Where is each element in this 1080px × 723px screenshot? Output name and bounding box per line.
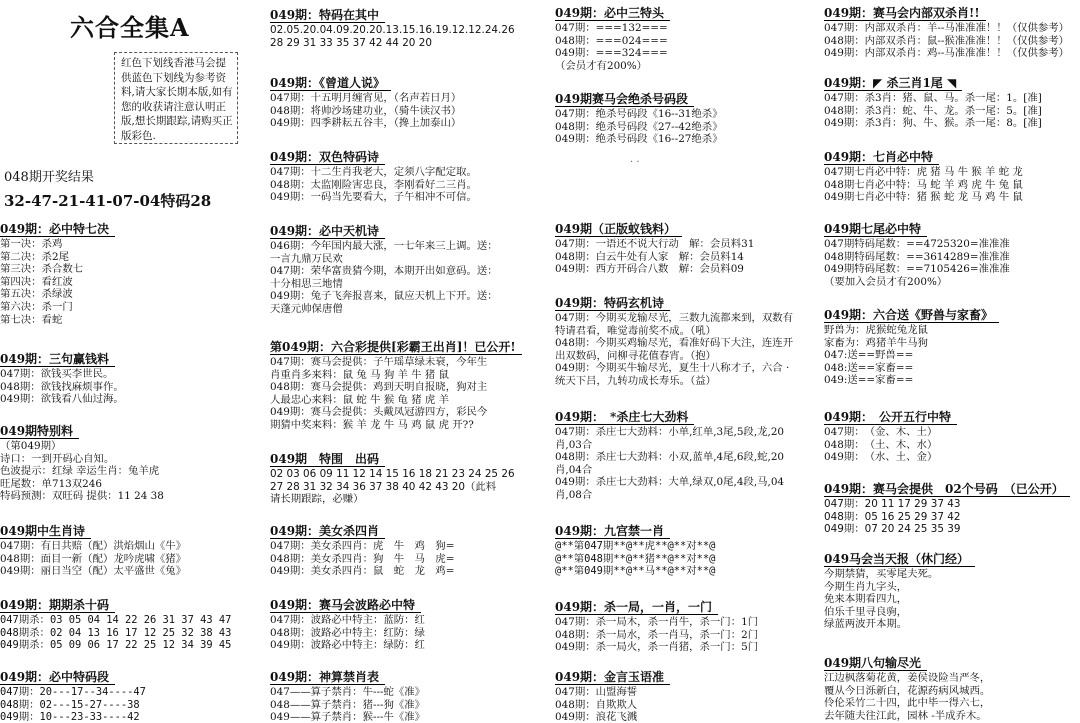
section-wuxing xyxy=(824,406,1080,464)
section-bolu xyxy=(270,594,552,652)
section-line: （第049期） xyxy=(0,440,62,452)
section-line: 048期： （土、木、水） xyxy=(824,438,938,451)
section-zhongte xyxy=(0,520,268,578)
section-line: 048期：面目一新（配）龙吟虎啸《猪》 xyxy=(0,552,187,565)
section-line: 048期：美女杀四肖：狗 牛 马 虎= xyxy=(270,552,455,565)
section-line: 048期：白云牛处有人家 解：会员料14 xyxy=(555,250,744,263)
section-title: 049期 特围 出码 xyxy=(270,452,385,467)
section-title: 049期：◤ 杀三肖1尾 ◥ xyxy=(824,76,962,91)
section-line: 049期：===324=== xyxy=(555,47,668,60)
section-jiaye xyxy=(824,304,1080,387)
section-line: 049期：欲钱看八仙过海。 xyxy=(0,393,124,406)
section-shensuan xyxy=(270,666,552,723)
section-title: 049期：赛马会内部双杀肖!! xyxy=(824,6,986,21)
section-line: 049期：四季耕耘五谷丰，（搀上加泰山） xyxy=(270,117,462,130)
section-title: 049期：六合送《野兽与家畜》 xyxy=(824,308,999,323)
section-title: 049期：双色特码诗 xyxy=(270,150,385,165)
section-title: 049期： *杀庄七大劲料 xyxy=(555,410,694,425)
section-title: 049期：必中特码段 xyxy=(0,670,115,685)
section-line: 今期禁猜，买零尾夫死。 xyxy=(824,568,939,580)
page-title: 六合全集A xyxy=(70,13,190,42)
section-line: 047期：杀一局木，杀一肖牛，杀一门：1门 xyxy=(555,616,759,628)
section-qida xyxy=(555,406,823,502)
section-line: 049期：赛马会提供：头戴凤冠游四方，彩民今 xyxy=(270,406,488,419)
section-shuangse xyxy=(270,146,552,204)
section-title: 049期：九宫禁一肖 xyxy=(555,524,670,539)
section-line: 049期：10---23-33----42 xyxy=(0,711,140,723)
section-line: 047期七肖必中特：虎 猪 马 牛 猴 羊 蛇 龙 xyxy=(824,166,1023,178)
section-line: 27 28 31 32 34 36 37 38 40 42 43 20（此料 xyxy=(270,480,497,493)
section-line: 048——算子禁肖：猪---狗《准》 xyxy=(270,698,426,711)
section-line: 出双数码，问柳寻花值春宵。（抱） xyxy=(555,349,717,362)
section-line: 048期：今期买鸡输尽光，看准好码下大注，连连开 xyxy=(555,337,794,350)
section-title: 049期：特码在其中 xyxy=(270,8,385,23)
section-line: 第二决：杀2尾 xyxy=(0,250,69,263)
section-line: 肖,08合 xyxy=(555,488,593,501)
section-line: （会员才有200%） xyxy=(555,59,648,72)
section-title: 049期：杀一局，一肖，一门 xyxy=(555,600,718,615)
section-title: 049期八句输尽光 xyxy=(824,656,927,671)
section-title: 049期特别料 xyxy=(0,424,79,439)
section-erma xyxy=(824,478,1080,536)
section-line: 统天下吕，九转功成长寿乐。（益） xyxy=(555,374,717,387)
section-line: 047:送==野兽== xyxy=(824,349,914,362)
section-line: 047期：山盟海誓 xyxy=(555,686,638,698)
section-line: 期猜中奖来料：猴 羊 龙 牛 马 鸡 鼠 虎 开?? xyxy=(270,418,474,431)
section-sanxiao xyxy=(824,72,1080,130)
section-title: 049期（正版蚁钱料） xyxy=(555,222,682,237)
section-line: 047期：波路必中特主：蓝防：红 xyxy=(270,614,425,626)
section-line: 048期：欲钱找麻烦事作。 xyxy=(0,380,124,393)
section-line: @**第048期**@**猪**@**对**@ xyxy=(555,552,716,565)
section-line: 047期：杀3肖：猪、鼠、马。杀一尾：1。[准] xyxy=(824,92,1042,104)
section-line: 048期杀：02 04 13 16 17 12 25 32 38 43 xyxy=(0,626,232,639)
section-tianbao xyxy=(824,548,1080,631)
section-line: 请长期跟踪，必赚） xyxy=(270,493,364,506)
section-line: 049期：一码当先要看大，子午相冲不可信。 xyxy=(270,191,477,204)
section-title: 049期：神算禁肖表 xyxy=(270,670,385,685)
section-line: 047期：十二生肖我老大，定须八字配定取。 xyxy=(270,166,477,178)
section-title: 049期：期期杀十码 xyxy=(0,598,115,613)
section-line: 048期特码尾数：==3614289=准准准 xyxy=(824,250,1010,263)
section-line: 047期：欲钱买李世民。 xyxy=(0,368,114,380)
section-line: 049期：杀一局火，杀一肖猪，杀一门：5门 xyxy=(555,641,759,654)
section-line: 048期：自欺欺人 xyxy=(555,698,638,711)
section-line: 047——算子禁肖：牛---蛇《准》 xyxy=(270,686,426,698)
section-bajushu xyxy=(824,652,1080,722)
section-line: 肖重肖多来料：鼠 兔 马 狗 羊 牛 猪 鼠 xyxy=(270,368,449,381)
section-title: 049期中生肖诗 xyxy=(0,524,91,539)
section-line: 江边枫落菊花黄，姜侯设险当严冬， xyxy=(824,672,991,684)
section-line: 伶伦采竹二十四，此中毕一得六七， xyxy=(824,697,991,710)
section-line: 048期：波路必中特主：红防：绿 xyxy=(270,626,425,639)
section-line: 伯乐千里寻良驹， xyxy=(824,605,908,618)
section-title: 049期：《曾道人说》 xyxy=(270,76,391,91)
section-caijing xyxy=(270,336,552,432)
section-line: 049——算子禁肖：猴---牛《准》 xyxy=(270,711,426,723)
section-line: 047期特码尾数：==4725320=准准准 xyxy=(824,238,1010,250)
section-maduan xyxy=(0,666,268,723)
section-line: 旺尾数：单713双246 xyxy=(0,477,103,490)
section-line: 047期：绝杀号码段《16--31绝杀》 xyxy=(555,108,723,120)
section-line: 047期：十五明月缠宵见，（名声若日月） xyxy=(270,92,462,104)
section-line: 047期：赛马会提供：子午瑶草绿未衰，今年生 xyxy=(270,356,488,368)
section-line: 049期：浪花飞溅 xyxy=(555,711,638,723)
section-line: 047期：有日共赔（配）洪焰烟山《牛》 xyxy=(0,540,187,552)
result-numbers: 32-47-21-41-07-04特码28 xyxy=(4,192,212,210)
section-line: 家畜为：鸡猪羊牛马狗 xyxy=(824,336,928,349)
section-line: 047期：内部双杀肖：羊--马准准准！！（仅供参考） xyxy=(824,22,1070,34)
section-line: 049期：西方开码合八数 解：会员料09 xyxy=(555,263,744,276)
section-jinyan xyxy=(555,666,823,723)
section-line: 第七决：看蛇 xyxy=(0,313,63,326)
section-line: 047期：美女杀四肖：虎 牛 鸡 狗= xyxy=(270,540,455,552)
stray-dots: · · xyxy=(630,157,640,168)
section-line: @**第049期**@**马**@**对**@ xyxy=(555,565,716,578)
section-line: 049期：07 20 24 25 35 39 xyxy=(824,523,961,536)
section-tebie xyxy=(0,420,268,503)
section-line: 047期：荣华富贵猜今期，本期开出如意码。送： xyxy=(270,265,498,278)
section-shima xyxy=(0,594,268,652)
section-line: 048期：02---15-27----38 xyxy=(0,698,140,711)
section-line: 049期七肖必中特：猪 猴 蛇 龙 马 鸡 牛 鼠 xyxy=(824,191,1023,204)
section-line: 048期：05 16 25 29 37 42 xyxy=(824,510,961,523)
section-title: 049期：必中天机诗 xyxy=(270,224,385,239)
section-line: 048期：内部双杀肖：鼠--猴准准准！！（仅供参考） xyxy=(824,34,1070,47)
section-line: 野兽为：虎猴蛇兔龙鼠 xyxy=(824,324,928,336)
section-line: 048期：太监刚险害忠良，李刚看好二三肖。 xyxy=(270,178,477,191)
section-line: 第四决：看红波 xyxy=(0,275,73,288)
section-line: 047期：===132=== xyxy=(555,22,668,34)
section-line: 049期：兔子飞奔报喜来，鼠应天机上下开。送： xyxy=(270,290,498,303)
section-title: 049马会当天报（休门经） xyxy=(824,552,975,567)
section-line: 049期： （水、土、金） xyxy=(824,451,938,464)
section-line: 049:送==家畜== xyxy=(824,374,914,387)
section-cengdao xyxy=(270,72,552,130)
section-line: 048期：===024=== xyxy=(555,34,668,47)
section-line: 047期： （金、木、土） xyxy=(824,426,938,438)
section-line: 第五决：杀绿波 xyxy=(0,288,73,301)
section-title: 049期：必中特七决 xyxy=(0,222,115,237)
section-line: 048期：绝杀号码段《27--42绝杀》 xyxy=(555,120,723,133)
section-line: 047期：杀庄七大劲料：小单,红单,3尾,5段,龙,20 xyxy=(555,426,785,438)
section-qiwei xyxy=(824,218,1080,288)
section-title: 049期：必中三特头 xyxy=(555,6,670,21)
section-title: 049期：特码玄机诗 xyxy=(555,296,670,311)
section-line: 特码预测：双旺码 提供：11 24 38 xyxy=(0,490,164,503)
section-line: 048期：杀庄七大劲料：小双,蓝单,4尾,6段,蛇,20 xyxy=(555,451,785,464)
section-line: 047期：20 11 17 29 37 43 xyxy=(824,498,961,510)
section-tianji xyxy=(270,220,552,316)
section-title: 049期七尾必中特 xyxy=(824,222,927,237)
section-line: 第六决：杀一门 xyxy=(0,300,73,313)
section-meinv xyxy=(270,520,552,578)
section-line: 第三决：杀合数七 xyxy=(0,263,84,276)
column-1 xyxy=(0,0,268,723)
section-line: 02 03 06 09 11 12 14 15 16 18 21 23 24 25 26 xyxy=(270,468,515,480)
section-line: 047期：今期买龙输尽光，三数九流都来到，双数有 xyxy=(555,312,794,324)
section-line: 048期：杀一局水，杀一肖马，杀一门：2门 xyxy=(555,628,759,641)
section-line: 049期：杀庄七大劲料：大单,绿双,0尾,4段,马,04 xyxy=(555,476,785,489)
section-line: 肖,03合 xyxy=(555,438,593,451)
section-line: @**第047期**@**虎**@**对**@ xyxy=(555,540,716,552)
section-title: 049期：七肖必中特 xyxy=(824,150,939,165)
section-line: 049期：绝杀号码段《16--27绝杀》 xyxy=(555,133,723,146)
section-line: 人最忠心来料：鼠 蛇 牛 猴 龟 猪 虎 羊 xyxy=(270,393,449,406)
section-tema xyxy=(270,4,552,49)
section-tebie-2 xyxy=(270,448,552,506)
section-line: 色波提示：红绿 幸运生肖：兔羊虎 xyxy=(0,465,160,478)
section-line: 048期：将帅沙场建功业，（骑牛读汉书） xyxy=(270,104,462,117)
section-line: 047期：20---17--34----47 xyxy=(0,686,146,698)
section-title: 049期赛马会绝杀号码段 xyxy=(555,92,694,107)
section-line: 048期：赛马会提供：鸡到天明自报晓，狗对主 xyxy=(270,381,488,394)
section-line: 049期：波路必中特主：绿防：红 xyxy=(270,639,425,652)
section-line: 049期：杀3肖：狗、牛、猴。杀一尾：8。[准] xyxy=(824,117,1042,130)
section-line: 一言九鼎万民欢 xyxy=(270,252,343,265)
section-zhengban xyxy=(555,218,823,276)
section-shaju xyxy=(555,596,823,654)
section-line: 048:送==家畜== xyxy=(824,361,914,374)
section-line: 049期：丽日当空（配）太平盛世《兔》 xyxy=(0,565,187,578)
section-line: 肖,04合 xyxy=(555,463,593,476)
column-2 xyxy=(270,0,552,723)
section-line: （要加入会员才有200%） xyxy=(824,275,948,288)
section-line: 047期杀：03 05 04 14 22 26 31 37 43 47 xyxy=(0,614,232,626)
column-4 xyxy=(824,0,1080,723)
section-juesha xyxy=(555,88,823,146)
column-3 xyxy=(555,0,823,723)
notice-box: 红色下划线香港马会提供蓝色下划线为参考资料,请大家长期本版,如有您的收获请注意认明正版,想长期跟踪,请购买正版彩色. xyxy=(114,52,238,144)
section-line: 048期：杀3肖：蛇、牛、龙。杀一尾：5。[准] xyxy=(824,104,1042,117)
section-title: 第049期：六合彩提供[彩霸王出肖]！已公开! xyxy=(270,340,522,355)
section-sanju xyxy=(0,348,268,406)
section-line: 免来本期看四九， xyxy=(824,593,908,606)
section-line: 诗口：一到开码心自知。 xyxy=(0,452,115,465)
section-line: 第一决：杀鸡 xyxy=(0,238,63,250)
result-label: 048期开奖结果 xyxy=(4,170,94,185)
section-line: 去年随夫往江此，园林 -半成乔木。 xyxy=(824,709,987,722)
section-title: 049期： 公开五行中特 xyxy=(824,410,957,425)
section-line: 049期：内部双杀肖：鸡--马准准准！！（仅供参考） xyxy=(824,47,1070,60)
section-line: 十分相思三地情 xyxy=(270,277,343,290)
section-line: 047期：一语还不说大行动 解：会员料31 xyxy=(555,238,755,250)
section-line: 绿蓝两波开本期。 xyxy=(824,618,908,631)
section-shuangsha xyxy=(824,2,1080,60)
section-xuanji xyxy=(555,292,823,388)
section-line: 02.05.20.04.09.20.20.13.15.16.19.12.12.24.26 xyxy=(270,24,515,36)
section-line: 覆从今日泺新白，花源药病风城西。 xyxy=(824,684,991,697)
section-line: 今期生肖九字头， xyxy=(824,580,908,593)
section-line: 046期：今年国内最大涨，一七年来三上调。送： xyxy=(270,240,498,252)
section-title: 049期：赛马会提供 02个号码 （已公开） xyxy=(824,482,1070,497)
section-jiugong xyxy=(555,520,823,578)
section-line: 049期杀：05 09 06 17 22 25 12 34 39 45 xyxy=(0,639,232,652)
section-line: 28 29 31 33 35 37 42 44 20 20 xyxy=(270,36,432,49)
section-title: 049期：美女杀四肖 xyxy=(270,524,385,539)
section-sante xyxy=(555,2,823,72)
section-line: 天蓬元帅保唐僧 xyxy=(270,302,343,315)
section-line: 049期：今期买牛输尽光，夏生十八称才子，六合 · xyxy=(555,362,790,375)
section-line: 048期七肖必中特：马 蛇 羊 鸡 虎 牛 兔 鼠 xyxy=(824,178,1023,191)
section-title: 049期：三句赢钱料 xyxy=(0,352,115,367)
section-title: 049期：金言玉语准 xyxy=(555,670,670,685)
section-line: 049期：美女杀四肖：鼠 蛇 龙 鸡= xyxy=(270,565,455,578)
section-qixiao xyxy=(824,146,1080,204)
section-line: 特请君看，唯觉毒前奖不成。（吼） xyxy=(555,324,717,337)
section-line: 049期特码尾数：==7105426=准准准 xyxy=(824,263,1010,276)
section-title: 049期：赛马会波路必中特 xyxy=(270,598,421,613)
section-qizhong xyxy=(0,218,268,326)
